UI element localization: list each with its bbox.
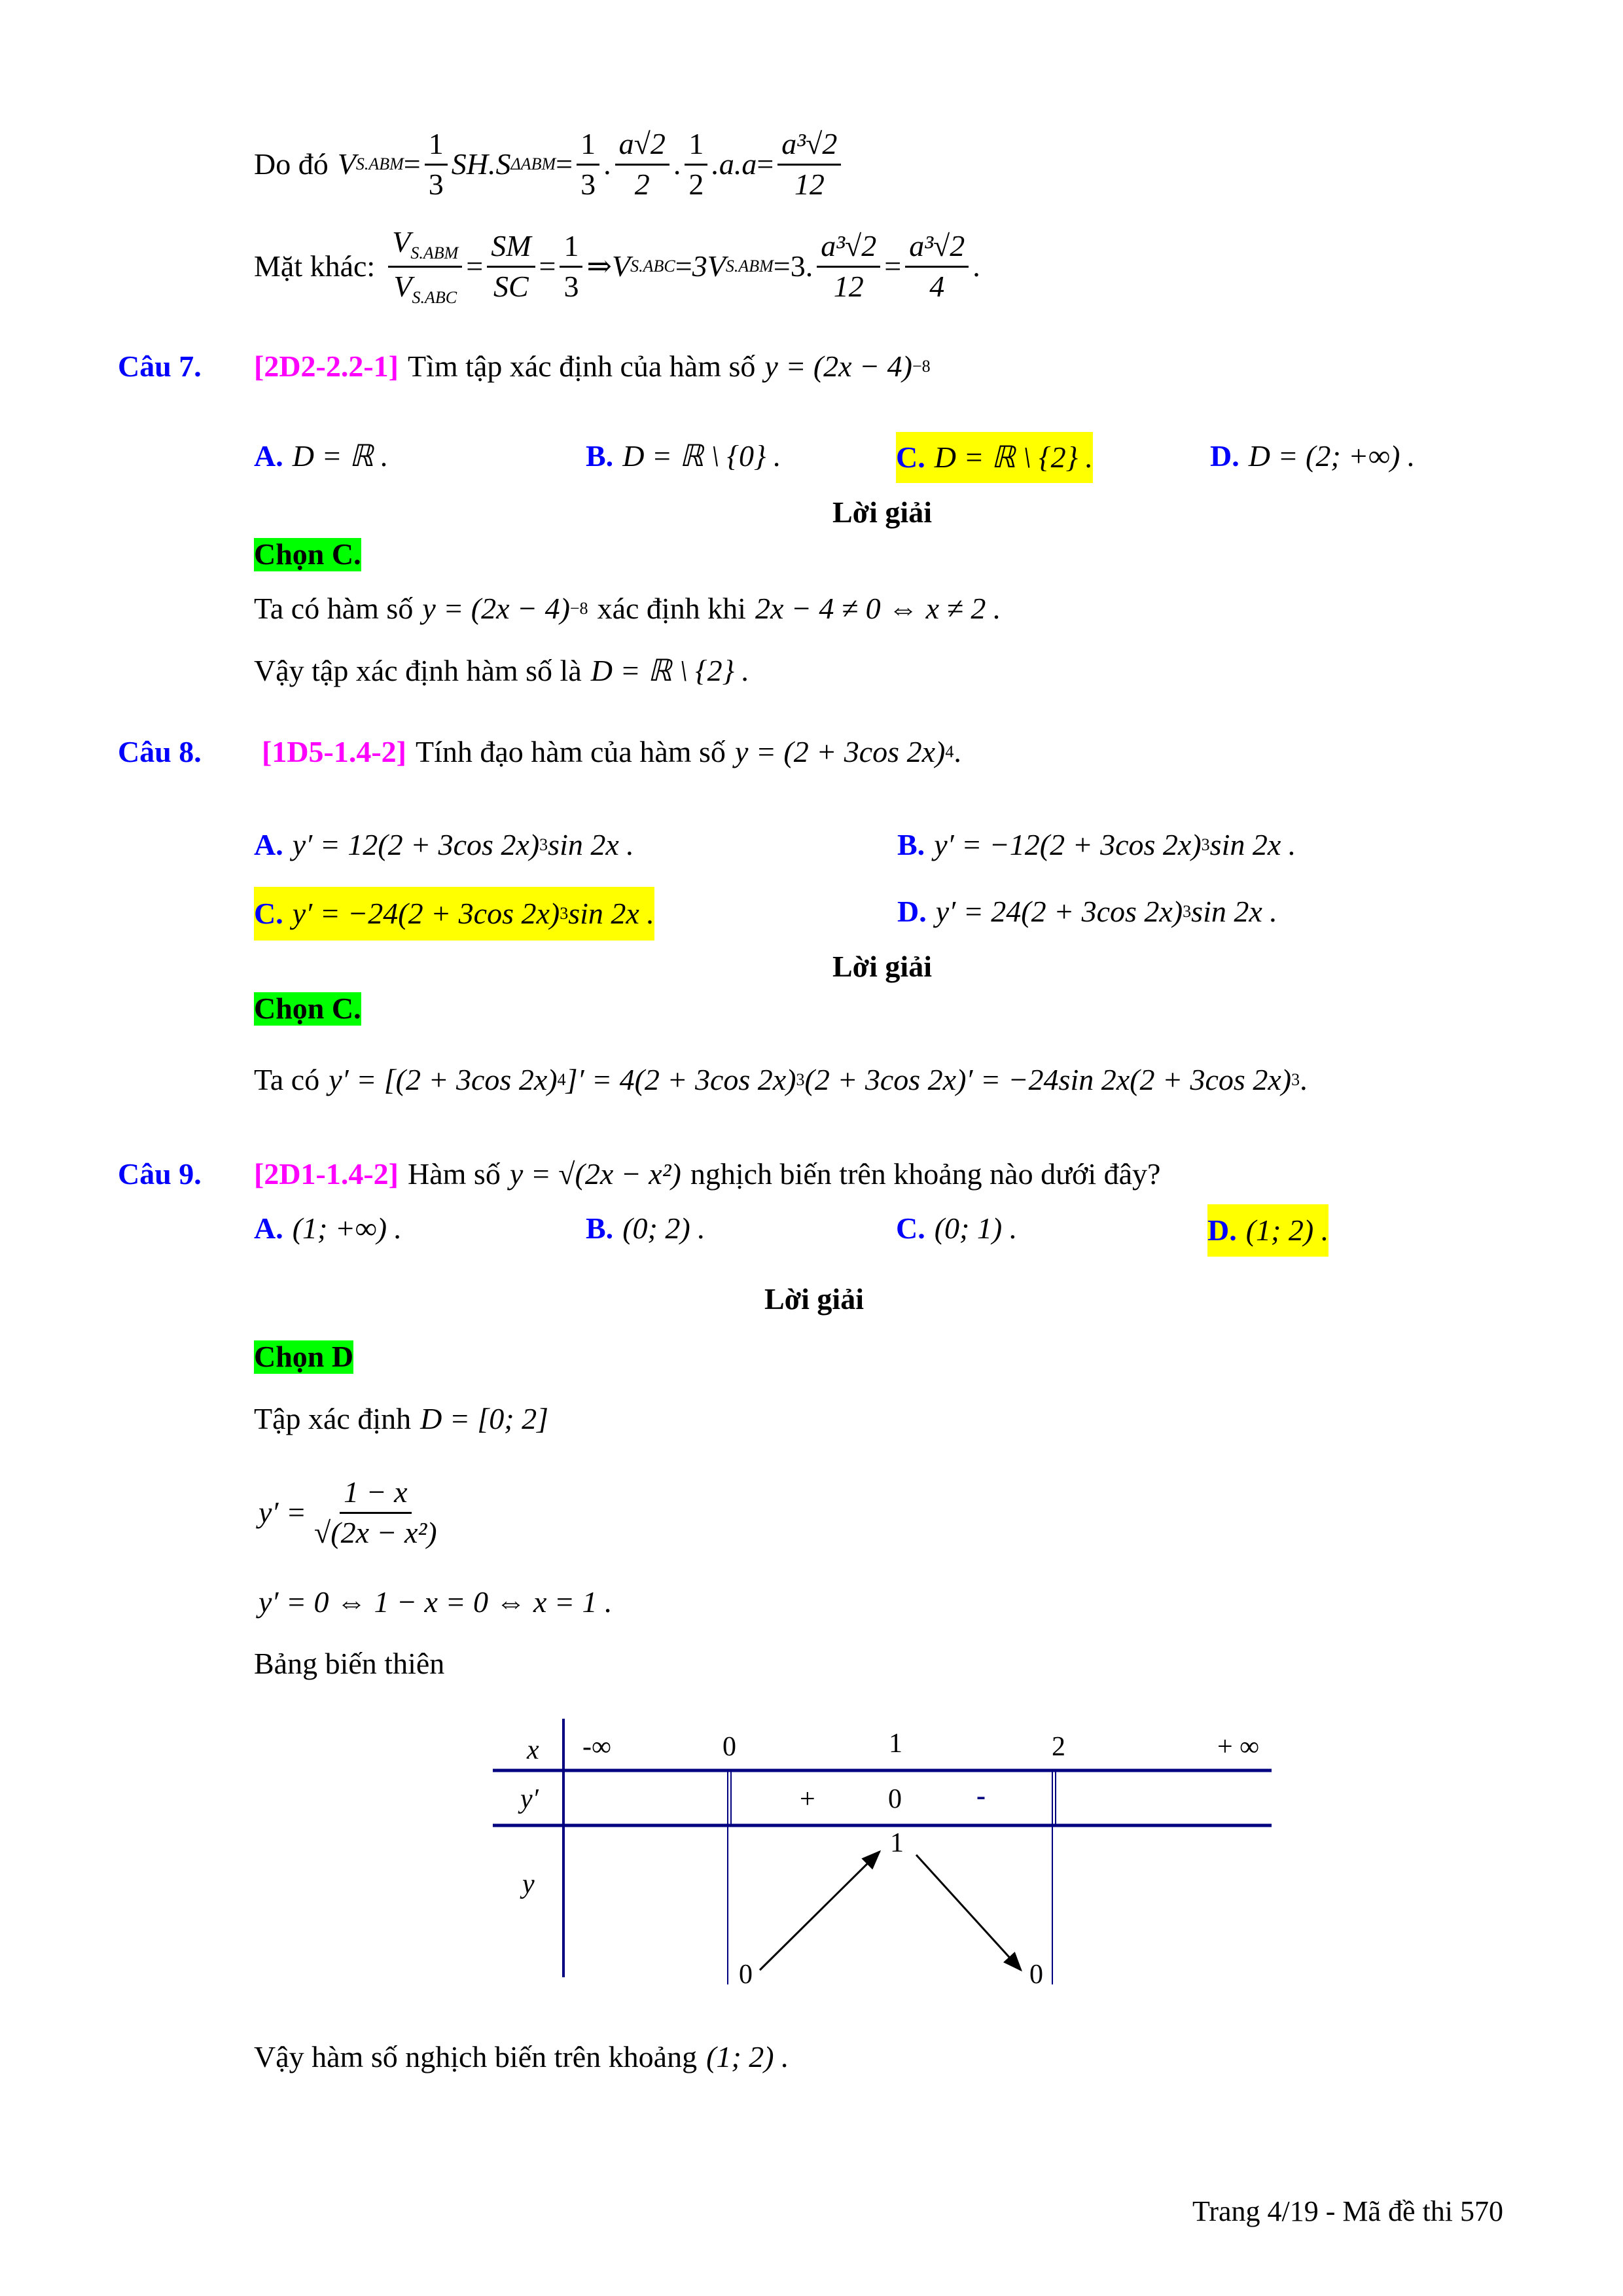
question-9-label (118, 1158, 202, 1191)
math: S.ABC (412, 287, 457, 307)
num: 1 (685, 128, 707, 166)
yprime-label: y′ (520, 1784, 539, 1814)
q9-option-b[interactable] (586, 1212, 705, 1246)
y-value: 1 (890, 1828, 904, 1858)
math: y = (2x − 4) (422, 592, 570, 625)
math: V (392, 225, 411, 259)
question-code: [2D1-1.4-2] (254, 1157, 399, 1191)
text: Vậy hàm số nghịch biến trên khoảng (254, 2040, 698, 2073)
option-letter: B. (586, 1211, 614, 1245)
fraction (685, 128, 707, 201)
option-value: (0; 2) . (622, 1211, 705, 1245)
math: D = ℝ \ {2} . (590, 654, 750, 687)
text: Ta có hàm số (254, 592, 414, 625)
q9-solution-title: Lời giải (764, 1282, 864, 1316)
math: 3 (560, 903, 569, 923)
text: xác định khi (597, 592, 746, 625)
math: . (972, 249, 980, 283)
x-value: -∞ (582, 1732, 611, 1762)
yprime-sign: + (800, 1784, 815, 1814)
den (389, 268, 461, 308)
y-value: 0 (1029, 1960, 1043, 1990)
text: Ta có (254, 1063, 320, 1096)
fraction (817, 230, 880, 303)
math: 3 (1201, 835, 1210, 854)
increasing-arrow (760, 1852, 880, 1970)
fraction (777, 128, 841, 201)
math: S.ABM (355, 154, 404, 173)
math: (2 + 3cos 2x)′ = −24sin 2x(2 + 3cos 2x) (804, 1063, 1292, 1096)
option-value: sin 2x . (1209, 828, 1296, 861)
math: V (393, 269, 412, 303)
option-value: (1; 2) . (1245, 1213, 1329, 1247)
q8-solution-line (254, 1064, 1308, 1097)
math: 2x − 4 ≠ 0 ⇔ x ≠ 2 . (755, 592, 1001, 625)
math: ΔABM (510, 154, 556, 173)
x-value: 0 (722, 1732, 736, 1762)
math: 4 (945, 742, 954, 761)
math: S.ABM (410, 243, 459, 263)
fraction (487, 230, 535, 303)
option-letter: C. (254, 896, 283, 930)
num: 1 (560, 230, 582, 268)
den: 12 (833, 269, 864, 303)
q8-option-a[interactable] (254, 829, 634, 862)
q8-option-c[interactable] (254, 887, 654, 941)
math: = (675, 249, 692, 283)
question-code: [1D5-1.4-2] (262, 735, 406, 768)
decreasing-arrow (916, 1855, 1021, 1970)
math: = (556, 147, 573, 181)
q9-option-c[interactable] (896, 1212, 1017, 1246)
option-value: y′ = −12(2 + 3cos 2x) (934, 828, 1202, 861)
yprime-sign: 0 (888, 1784, 902, 1814)
math: D = [0; 2] (420, 1402, 549, 1435)
option-letter: D. (1210, 439, 1240, 473)
math: 3 (1183, 902, 1192, 921)
x-value: 1 (889, 1729, 902, 1759)
option-value: (0; 1) . (934, 1211, 1018, 1245)
math: S.ABM (725, 256, 774, 276)
q9-derivative (259, 1476, 445, 1549)
option-value: sin 2x . (568, 896, 654, 930)
math: 3 (1291, 1070, 1300, 1089)
math: SH.S (451, 147, 511, 181)
question-7-label (118, 350, 202, 384)
den: 2 (688, 167, 704, 201)
math: (1; 2) . (706, 2040, 789, 2073)
den: 3 (580, 167, 596, 201)
text: Tập xác định (254, 1402, 412, 1435)
math: 4 (557, 1070, 566, 1089)
den: 4 (929, 269, 945, 303)
q7-option-c[interactable] (896, 432, 1093, 483)
question-9-stem (254, 1158, 1160, 1191)
math: = (773, 249, 791, 283)
volume-line-1: Do đó V S.ABM = $\frac{1}{3}$ SH.S ΔABM = $\frac{1}{3}$ . $\frac{a√2}{2}$ . $\frac{1}{2}$ .a.a = $\frac{\text{a³√2}}{12}$ (254, 128, 845, 201)
option-value: (1; +∞) . (292, 1211, 402, 1245)
option-letter: B. (897, 828, 925, 861)
q7-solution-line-2 (254, 655, 749, 688)
choice-badge: Chọn C. (254, 992, 361, 1025)
math: y = (2 + 3cos 2x) (734, 735, 946, 768)
den: 2 (634, 167, 650, 201)
num: 1 − x (340, 1476, 411, 1514)
math: y′ = (259, 1495, 307, 1529)
den: 3 (563, 269, 579, 303)
q7-choice (254, 538, 361, 571)
yprime-sign: - (976, 1781, 986, 1811)
option-letter: D. (1207, 1213, 1237, 1247)
math: y = (2x − 4) (764, 350, 912, 383)
math: = (757, 147, 774, 181)
den: √(2x − x²) (314, 1515, 437, 1549)
option-value: D = ℝ \ {2} . (934, 440, 1093, 474)
q9-conclusion (254, 2041, 789, 2074)
math: y′ = 0 ⇔ 1 − x = 0 ⇔ x = 1 . (259, 1585, 613, 1619)
math: −8 (569, 599, 588, 618)
question-number: Câu 8. (118, 735, 202, 768)
choice-badge: Chọn D (254, 1340, 354, 1373)
math: = (884, 249, 902, 283)
text: Vậy tập xác định hàm số là (254, 654, 582, 687)
option-value: sin 2x . (1191, 895, 1277, 928)
num: SM (487, 230, 535, 268)
math: ]′ = 4(2 + 3cos 2x) (565, 1063, 796, 1096)
page-footer: Trang 4/19 - Mã đề thi 570 (1192, 2195, 1504, 2227)
fraction (577, 128, 599, 201)
den: SC (493, 269, 529, 303)
y-value: 0 (739, 1960, 753, 1990)
option-letter: A. (254, 439, 283, 473)
question-7-stem (254, 350, 931, 384)
x-label: x (527, 1735, 539, 1765)
option-value: D = ℝ \ {0} . (622, 439, 781, 473)
option-letter: A. (254, 828, 283, 861)
x-value: + ∞ (1217, 1732, 1260, 1762)
math: = (539, 249, 556, 283)
math: 3 (539, 835, 548, 854)
x-value: 2 (1052, 1732, 1065, 1762)
num: a√2 (615, 128, 669, 166)
q7-solution-title: Lời giải (832, 495, 932, 529)
option-value: y′ = 24(2 + 3cos 2x) (935, 895, 1183, 928)
q8-choice (254, 992, 361, 1026)
option-value: D = (2; +∞) . (1248, 439, 1416, 473)
math: 3 (796, 1070, 805, 1089)
y-label: y (522, 1869, 535, 1899)
num: a³√2 (905, 230, 969, 268)
question-number: Câu 7. (118, 350, 202, 383)
q8-option-b[interactable] (897, 829, 1296, 862)
option-value: y′ = 12(2 + 3cos 2x) (292, 828, 540, 861)
question-text: nghịch biến trên khoảng nào dưới đây? (690, 1157, 1161, 1191)
math: . (954, 735, 961, 768)
fraction (615, 128, 669, 201)
math: = (466, 249, 484, 283)
q7-option-b[interactable] (586, 440, 781, 473)
num: 1 (577, 128, 599, 166)
math: V (612, 249, 631, 283)
math: V (337, 147, 356, 181)
text: Do đó (254, 147, 329, 181)
option-letter: C. (896, 440, 925, 474)
text: Mặt khác: (254, 249, 376, 283)
q7-solution-line-1 (254, 592, 1001, 626)
fraction (905, 230, 969, 303)
question-8-stem (262, 736, 961, 769)
option-value: sin 2x . (548, 828, 634, 861)
num: 1 (425, 128, 448, 166)
math: y = √(2x − x²) (509, 1157, 681, 1191)
question-text: Hàm số (408, 1157, 501, 1191)
q7-option-a[interactable] (254, 440, 388, 473)
question-text: Tính đạo hàm của hàm số (416, 735, 726, 768)
option-letter: A. (254, 1211, 283, 1245)
fraction (388, 226, 462, 308)
math: 3. (790, 249, 813, 283)
volume-line-2 (254, 226, 980, 308)
num: a³√2 (777, 128, 841, 166)
question-code: [2D2-2.2-1] (254, 350, 399, 383)
option-letter: C. (896, 1211, 925, 1245)
math: −8 (912, 357, 931, 376)
math: ⇒ (586, 249, 613, 283)
math: = (403, 147, 421, 181)
math: . (1300, 1063, 1308, 1096)
fraction (560, 230, 582, 303)
question-8-label (118, 736, 202, 769)
math: .a.a (711, 147, 757, 181)
option-letter: B. (586, 439, 614, 473)
num: a³√2 (817, 230, 880, 268)
q9-table-title: Bảng biến thiên (254, 1647, 445, 1680)
option-letter: D. (897, 895, 927, 928)
den: 12 (794, 167, 825, 201)
option-value: D = ℝ . (292, 439, 389, 473)
num (388, 226, 462, 268)
q9-domain-line (254, 1403, 548, 1436)
q9-zero-line (259, 1586, 612, 1619)
math: y′ = [(2 + 3cos 2x) (329, 1063, 558, 1096)
q9-choice (254, 1340, 353, 1374)
math: 3V (692, 249, 726, 283)
fraction (425, 128, 448, 201)
q9-option-a[interactable] (254, 1212, 402, 1246)
option-value: y′ = −24(2 + 3cos 2x) (292, 896, 560, 930)
q8-option-d[interactable] (897, 895, 1277, 929)
question-number: Câu 9. (118, 1157, 202, 1191)
q9-option-d[interactable] (1207, 1204, 1329, 1257)
den: 3 (428, 167, 444, 201)
q8-solution-title: Lời giải (832, 950, 932, 983)
choice-badge: Chọn C. (254, 537, 361, 571)
math: S.ABC (630, 256, 675, 276)
question-text: Tìm tập xác định của hàm số (408, 350, 756, 383)
q7-option-d[interactable] (1210, 440, 1415, 473)
fraction (310, 1476, 441, 1549)
